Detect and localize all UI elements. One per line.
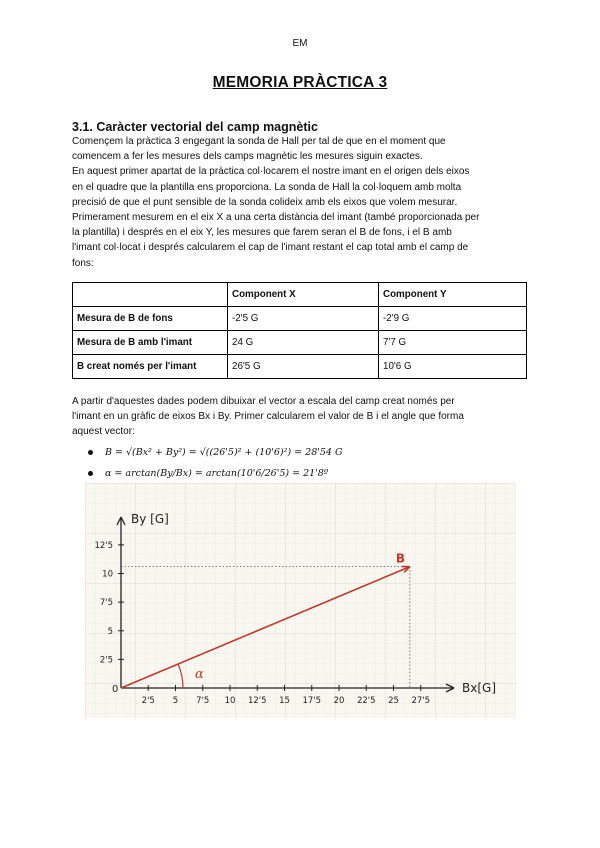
- formula-item: [88, 463, 343, 484]
- text-line: aquest vector:: [72, 426, 135, 438]
- x-tick-label: 27'5: [411, 696, 431, 706]
- angle-formula: α = arctan(By/Bx) = arctan(10'6/26'5) = 21'8º: [105, 468, 329, 479]
- y-tick-label: 7'5: [99, 598, 113, 609]
- y-tick-label: 10: [102, 569, 113, 580]
- vector-chart-svg: [85, 483, 516, 718]
- bullet-icon: [88, 471, 93, 476]
- intro-paragraph: [72, 134, 532, 271]
- text-line: Primerament mesurem en el eix X a una certa distància del imant (també proporcionada per: [72, 212, 480, 224]
- table-cell: 26'5 G: [228, 355, 379, 379]
- text-line: Començem la pràctica 3 engegant la sonda de Hall per tal de que en el moment que: [72, 136, 446, 147]
- page-header: EM: [292, 38, 308, 49]
- y-axis-label: By [G]: [131, 512, 169, 526]
- text-line: A partir d'aquestes dades podem dibuixar el vector a escala del camp creat només per: [72, 396, 455, 407]
- angle-label: α: [195, 667, 204, 682]
- vector-chart: [85, 483, 516, 718]
- x-tick-label: 22'5: [356, 696, 376, 706]
- row-label: Mesura de B amb l'imant: [73, 331, 228, 355]
- text-line: En aquest primer apartat de la pràctica col·locarem el nostre imant en el origen dels eixos: [72, 166, 470, 178]
- table-cell: 7'7 G: [379, 331, 527, 355]
- origin-label: 0: [112, 684, 119, 695]
- text-line: precisió de que el punt sensible de la sonda colideix amb els eixos que volem mesurar.: [72, 196, 458, 208]
- x-tick-label: 12'5: [247, 696, 267, 706]
- table-header-row: [73, 283, 527, 307]
- text-line: l'imant en un gràfic de eixos Bx i By. Primer calcularem el valor de B i el angle que forma: [72, 411, 464, 423]
- x-tick-label: 2'5: [141, 696, 155, 706]
- x-tick-label: 20: [333, 696, 345, 706]
- x-tick-label: 7'5: [196, 696, 210, 706]
- row-label: Mesura de B de fons: [73, 307, 228, 331]
- table-cell: -2'9 G: [379, 307, 527, 331]
- x-tick-label: 5: [172, 696, 179, 706]
- chart-intro-paragraph: [72, 394, 532, 440]
- x-axis-label: Bx[G]: [462, 681, 496, 695]
- table-row: [73, 331, 527, 355]
- x-tick-label: 10: [224, 696, 236, 706]
- section-heading: 3.1. Caràcter vectorial del camp magnètic: [72, 120, 318, 134]
- table-cell: 24 G: [228, 331, 379, 355]
- table-cell: -2'5 G: [228, 307, 379, 331]
- table-row: [73, 307, 527, 331]
- page-title: MEMORIA PRÀCTICA 3: [212, 74, 388, 91]
- measurement-table: [72, 282, 527, 379]
- text-line: fons:: [72, 257, 94, 269]
- table-row: [73, 355, 527, 379]
- table-header-cell: [73, 283, 228, 307]
- text-line: la plantilla) i després en el eix Y, les mesures que farem seran el B de fons, i el B amb: [72, 227, 452, 239]
- vector-b-label: B: [395, 551, 406, 566]
- text-line: en el quadre que la plantilla ens proporciona. La sonda de Hall la col·loquem amb molta: [72, 181, 462, 193]
- y-tick-label: 2'5: [99, 655, 113, 666]
- magnitude-formula: B = √(Bx² + By²) = √((26'5)² + (10'6)²) = 28'54 G: [105, 447, 343, 458]
- formula-list: [88, 442, 343, 484]
- x-tick-label: 17'5: [302, 696, 322, 706]
- row-label: B creat només per l'imant: [73, 355, 228, 379]
- table-cell: 10'6 G: [379, 355, 527, 379]
- bullet-icon: [88, 450, 93, 455]
- y-tick-label: 5: [107, 626, 113, 637]
- formula-item: [88, 442, 343, 463]
- table-header-cell: Component Y: [379, 283, 527, 307]
- text-line: l'imant col·locat i després calcularem el cap de l'imant restant el cap total amb el camp de: [72, 242, 469, 254]
- table-header-cell: Component X: [228, 283, 379, 307]
- x-tick-label: 15: [279, 696, 290, 706]
- text-line: comencem a fer les mesures dels camps magnètic les mesures siguin exactes.: [72, 151, 423, 163]
- x-tick-label: 25: [388, 696, 399, 706]
- y-tick-label: 12'5: [94, 540, 113, 551]
